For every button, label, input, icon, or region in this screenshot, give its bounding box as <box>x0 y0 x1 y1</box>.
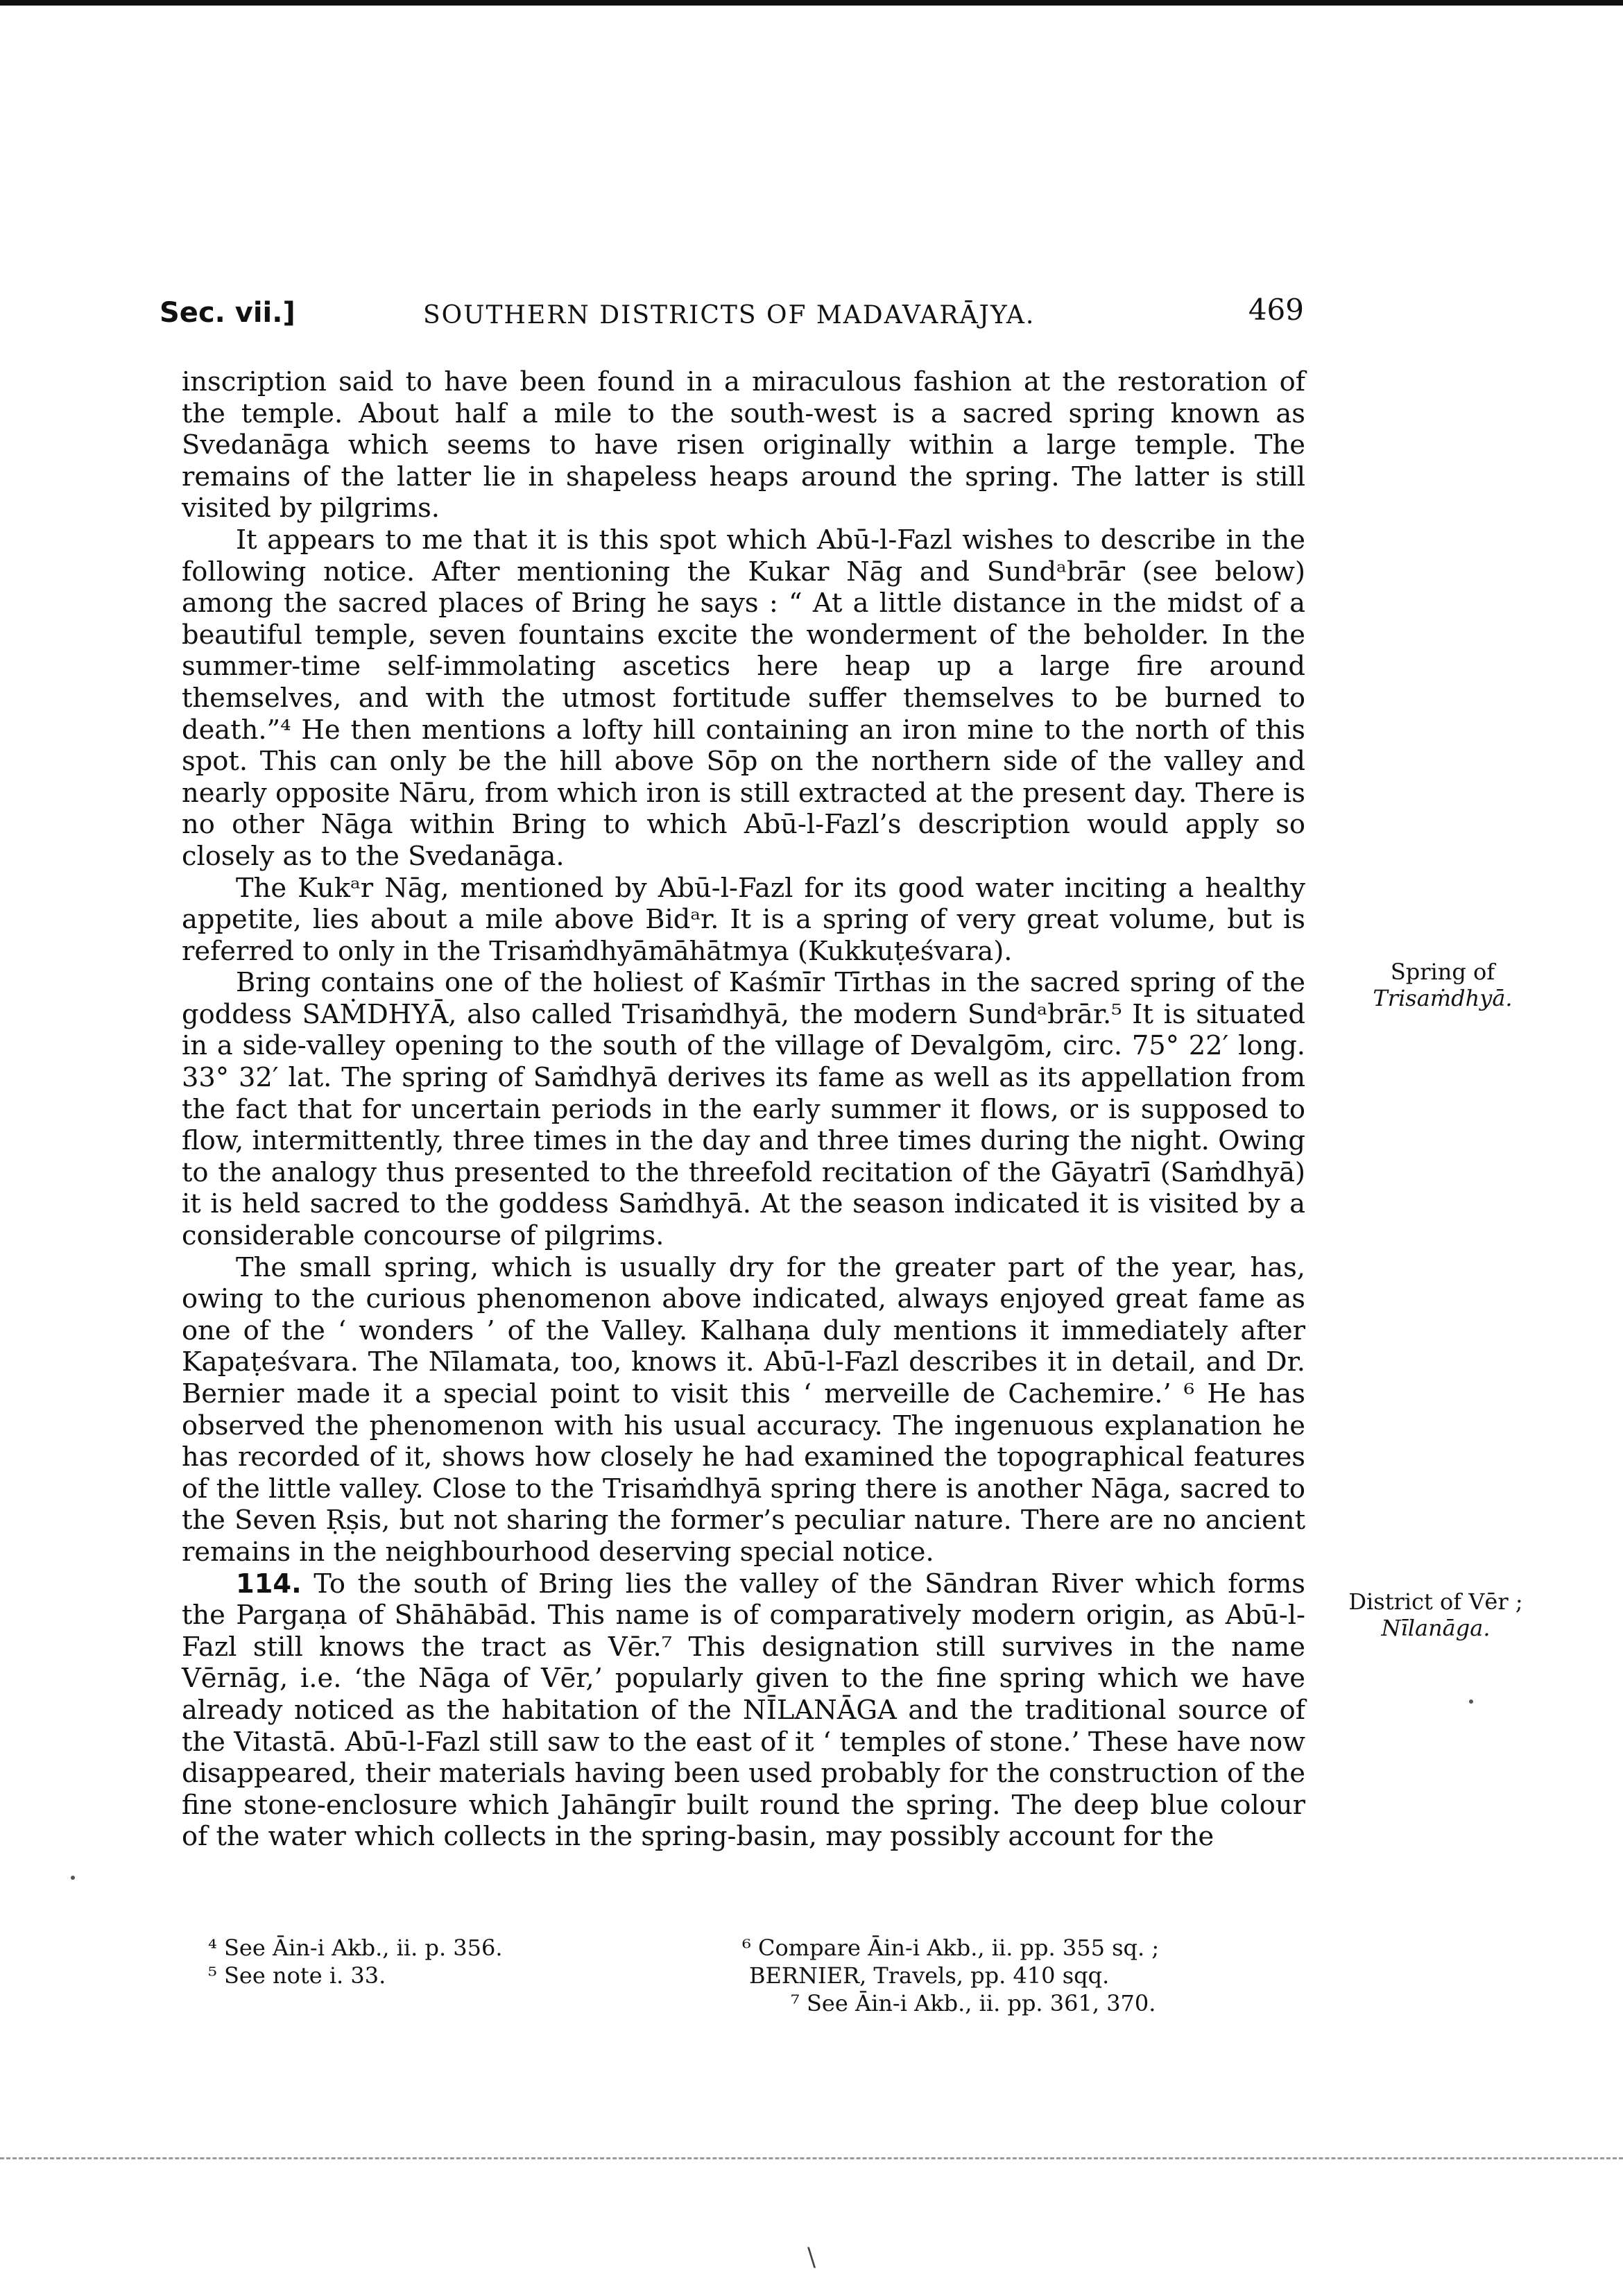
paragraph-114 <box>182 1568 1305 1853</box>
footnote-4: ⁴ See Āin-i Akb., ii. p. 356. <box>208 1935 503 1961</box>
footnotes-left <box>208 1934 503 1989</box>
paragraph-3: The Kukᵃr Nāg, mentioned by Abū-l-Fazl for its good water inciting a healthy appetite, lies about a mile above Bidᵃr. It is a spring of very great volume, but is referred to only in the Trisaṁdhyāmāhātmya (Kukkuṭeśvara). <box>182 872 1305 967</box>
footnote-6-cont: BERNIER, Travels, pp. 410 sqq. <box>749 1962 1110 1989</box>
section-114-text: To the south of Bring lies the valley of the Sāndran River which forms the Pargaṇa of Shāhābād. This name is of comparatively modern origin, as Abū-l-Fazl still knows the tract as Vēr.⁷ This designation still survives in the name Vērnāg, i.e. ‘the Nāga of Vēr,’ popularly given to the fine spring which we have already noticed as the habitation of the NĪLANĀGA and the traditional source of the Vitastā. Abū-l-Fazl still saw to the east of it ‘ temples of stone.’ These have now disappeared, their materials having been used probably for the construction of the fine stone-enclosure which Jahāngīr built round the spring. The deep blue colour of the water which collects in the spring-basin, may possibly account for the <box>182 1568 1305 1853</box>
sidenote-ver <box>1339 1588 1533 1641</box>
sidenote-trisamdhya <box>1359 959 1526 1011</box>
section-number: 114. <box>236 1568 302 1600</box>
footnotes-right <box>742 1934 1159 2017</box>
page-header <box>160 289 1304 337</box>
scan-edge-line <box>0 2157 1623 2159</box>
running-title: SOUTHERN DISTRICTS OF MADAVARĀJYA. <box>423 301 1036 329</box>
footnote-5: ⁵ See note i. 33. <box>208 1962 386 1989</box>
sidenote-line: Nīlanāga. <box>1381 1615 1491 1641</box>
top-border <box>0 0 1623 6</box>
scan-mark: \ <box>807 2243 816 2272</box>
section-label: Sec. vii.] <box>160 297 295 329</box>
speck <box>1469 1699 1473 1704</box>
sidenote-line: Trisaṁdhyā. <box>1373 985 1513 1011</box>
paragraph-2: It appears to me that it is this spot which Abū-l-Fazl wishes to describe in the following notice. After mentioning the Kukar Nāg and Sundᵃbrār (see below) among the sacred places of Bring he says : “ At a little distance in the midst of a beautiful temple, seven fountains excite the wonderment of the beholder. In the summer-time self-immolating ascetics here heap up a large fire around themselves, and with the utmost fortitude suffer themselves to be burned to death.”⁴ He then mentions a lofty hill containing an iron mine to the north of this spot. This can only be the hill above Sōp on the northern side of the valley and nearly opposite Nāru, from which iron is still extracted at the present day. There is no other Nāga within Bring to which Abū-l-Fazl’s description would apply so closely as to the Svedanāga. <box>182 524 1305 872</box>
speck <box>71 1876 75 1880</box>
footnote-6: ⁶ Compare Āin-i Akb., ii. pp. 355 sq. ; <box>742 1935 1160 1961</box>
paragraph-5: The small spring, which is usually dry for the greater part of the year, has, owing to the curious phenomenon above indicated, always enjoyed great fame as one of the ‘ wonders ’ of the Valley. Kalhaṇa duly mentions it immediately after Kapaṭeśvara. The Nīlamata, too, knows it. Abū-l-Fazl describes it in detail, and Dr. Bernier made it a special point to visit this ‘ merveille de Cachemire.’ ⁶ He has observed the phenomenon with his usual accuracy. The ingenuous explanation he has recorded of it, shows how closely he had examined the topographical features of the little valley. Close to the Trisaṁdhyā spring there is another Nāga, sacred to the Seven Ṛṣis, but not sharing the former’s peculiar nature. There are no ancient remains in the neighbourhood deserving special notice. <box>182 1251 1305 1568</box>
page-number: 469 <box>1248 293 1304 327</box>
sidenote-line: District of Vēr ; <box>1348 1588 1523 1615</box>
paragraph-4: Bring contains one of the holiest of Kaśmīr Tīrthas in the sacred spring of the goddess SAṀDHYĀ, also called Trisaṁdhyā, the modern Sundᵃbrār.⁵ It is situated in a side-valley opening to the south of the village of Devalgōm, circ. 75° 22′ long. 33° 32′ lat. The spring of Saṁdhyā derives its fame as well as its appellation from the fact that for uncertain periods in the early summer it flows, or is supposed to flow, intermittently, three times in the day and three times during the night. Owing to the analogy thus presented to the threefold recitation of the Gāyatrī (Saṁdhyā) it is held sacred to the goddess Saṁdhyā. At the season indicated it is visited by a considerable concourse of pilgrims. <box>182 967 1305 1252</box>
sidenote-line: Spring of <box>1390 959 1495 985</box>
paragraph-1: inscription said to have been found in a miraculous fashion at the restoration of the temple. About half a mile to the south-west is a sacred spring known as Svedanāga which seems to have risen originally within a large temple. The remains of the latter lie in shapeless heaps around the spring. The latter is still visited by pilgrims. <box>182 366 1305 524</box>
footnote-7: ⁷ See Āin-i Akb., ii. pp. 361, 370. <box>791 1990 1156 2016</box>
body-text <box>182 366 1305 1853</box>
